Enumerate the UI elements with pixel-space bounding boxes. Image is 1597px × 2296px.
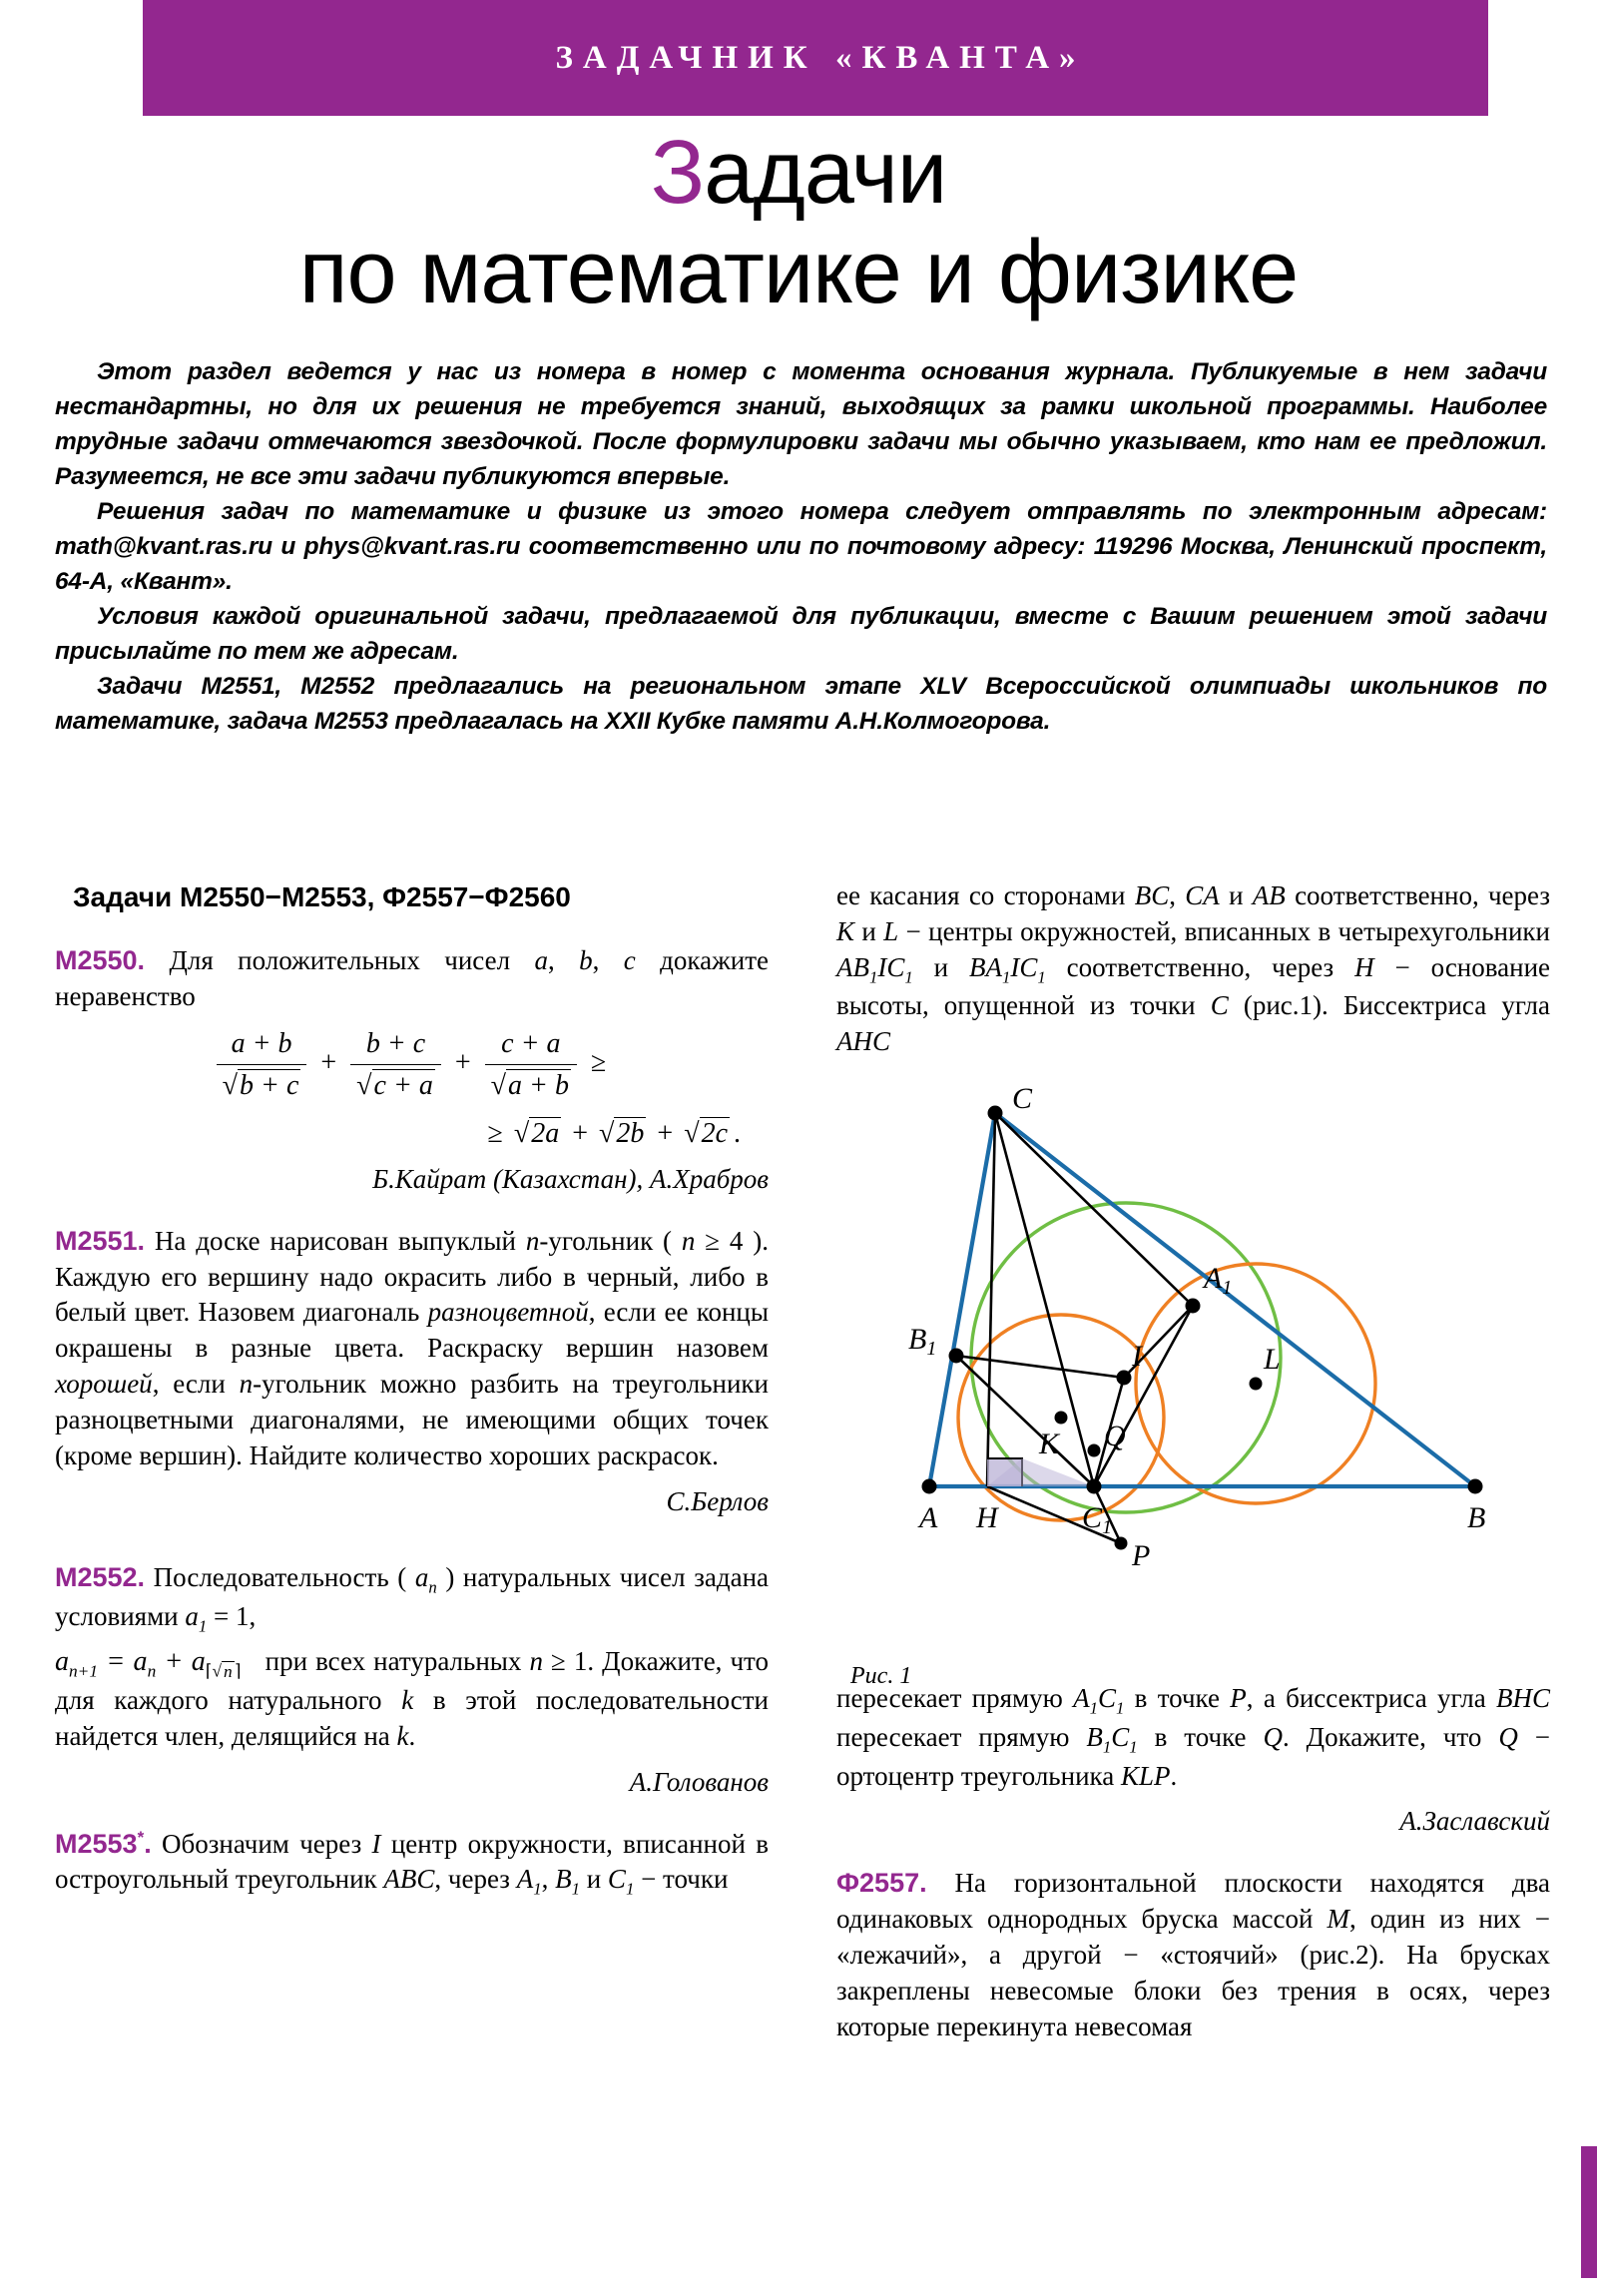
point-P xyxy=(1115,1537,1128,1550)
label-B1: $B_1$ xyxy=(908,1323,937,1361)
section-heading: Задачи М2550−М2553, Ф2557−Ф2560 xyxy=(73,881,571,912)
fraction-ab-over-sqrt-bc: $\frac{a + b}{√b + c}$ xyxy=(217,1025,307,1104)
problem-m2552-attribution: А.Голованов xyxy=(629,1766,769,1797)
spacer xyxy=(55,1520,769,1560)
label-K: K xyxy=(1039,1428,1060,1461)
page-edge-tab xyxy=(1581,2146,1597,2278)
problem-m2553-attribution: А.Заславский xyxy=(1399,1806,1550,1837)
problem-m2553 xyxy=(55,1827,769,1902)
problem-m2550-formula-line-1: $\frac{a + b}{√b + c}$ + $\frac{b + c}{√c + a}$ + $\frac{c + a}{√a + b}$ ≥ xyxy=(55,1025,769,1104)
problem-m2553-text-part-1: Обозначим через I центр окружности, вписанной в остроугольный треугольник ABC, через $A_1$, $B_1$ и $C_1$ − точки xyxy=(55,1828,769,1899)
intro-paragraph-2: Решения задач по математике и физике из этого номера следует отправлять по электронным адресам: math@kvant.ras.ru и phys@kvant.ras.ru соответственно или по почтовому адресу: 119296 Москва, Ленинский проспект, 64-А, «Квант». xyxy=(55,498,1547,596)
problem-f2557-label: Ф2557. xyxy=(836,1868,927,1899)
problem-m2550-label: М2550. xyxy=(55,945,146,976)
label-A: A xyxy=(919,1501,938,1535)
point-Q xyxy=(1088,1444,1101,1457)
title-accent-letter: З xyxy=(650,123,705,223)
column-right xyxy=(836,878,1550,2045)
problem-m2553-label: М2553*. xyxy=(55,1827,152,1859)
label-A1: $A_1$ xyxy=(1204,1262,1233,1300)
page-title xyxy=(0,123,1597,322)
label-Q: Q xyxy=(1104,1420,1126,1453)
problem-m2552-text-rest: при всех натуральных n ≥ 1. Докажите, что для каждого натурального k в этой последовательности найдется член, делящийся на k. xyxy=(55,1646,770,1751)
banner-title: ЗАДАЧНИК «КВАНТА» xyxy=(555,39,1086,76)
label-I: I xyxy=(1132,1340,1142,1374)
point-I xyxy=(1117,1371,1132,1386)
problem-m2550 xyxy=(55,943,769,1015)
point-L xyxy=(1250,1378,1263,1391)
figure-1 xyxy=(836,1066,1550,1690)
label-H: H xyxy=(976,1501,998,1535)
point-B1 xyxy=(949,1349,964,1364)
fraction-bc-over-sqrt-ca: $\frac{b + c}{√c + a}$ xyxy=(350,1025,441,1104)
label-P: P xyxy=(1132,1539,1151,1573)
fraction-ca-over-sqrt-ab: $\frac{c + a}{√a + b}$ xyxy=(485,1025,577,1104)
figure-1-caption: Рис. 1 xyxy=(850,1663,912,1690)
intro-paragraph-4: Задачи М2551, М2552 предлагались на региональном этапе XLV Всероссийской олимпиады школьников по математике, задача М2553 предлагалась на XXII Кубке памяти А.Н.Колмогорова. xyxy=(55,673,1547,736)
problem-m2551 xyxy=(55,1224,769,1474)
intro-paragraph-1: Этот раздел ведется у нас из номера в номер с момента основания журнала. Публикуемые в нем задачи нестандартны, но для их решения не требуется знаний, выходящих за рамки школьной программы. Наиболее трудные задачи отмечаются звездочкой. После формулировки задачи мы обычно указываем, кто нам ее предложил. Разумеется, не все эти задачи публикуются впервые. xyxy=(55,358,1547,491)
recurrence-formula: $a_{n+1} = a_n + a_{⌈√ n ⌉}$ xyxy=(55,1646,242,1681)
problem-m2552-recurrence xyxy=(55,1643,769,1754)
label-L: L xyxy=(1264,1343,1281,1377)
page-title-line-2: по математике и физике xyxy=(298,222,1299,322)
intro-block xyxy=(55,354,1547,739)
title-line-1-rest: адачи xyxy=(704,123,947,223)
point-C xyxy=(988,1106,1003,1121)
problem-m2551-label: М2551. xyxy=(55,1225,146,1256)
problem-m2551-text: На доске нарисован выпуклый n-угольник ( n ≥ 4 ). Каждую его вершину надо окрасить либо в черный, либо в белый цвет. Назовем диагональ разноцветной, если ее концы окрашены в разные цвета. Раскраску вершин назовем хорошей, если n-угольник можно разбить на треугольники разноцветными диагоналями, не имеющими общих точек (кроме вершин). Найдите количество хороших раскрасок. xyxy=(55,1225,770,1471)
spacer xyxy=(836,1840,1550,1866)
problem-f2557-text: На горизонтальной плоскости находятся два одинаковых однородных бруска массой M, один из них − «лежачий», а другой − «стоячий» (рис.2). На брусках закреплены невесомые блоки без трения в осях, через которые перекинута невесомая xyxy=(836,1868,1550,2041)
segment-c-a1 xyxy=(995,1113,1193,1306)
label-C: C xyxy=(1012,1082,1033,1116)
column-left xyxy=(55,878,769,1901)
section-banner xyxy=(143,0,1488,116)
spacer xyxy=(55,1198,769,1224)
problem-m2553-continued: ее касания со сторонами BC, CA и AB соответственно, через K и L − центры окружностей, вписанных в четырехугольники $AB_1IC_1$ и $BA_1IC_1$ соответственно, через H − основание высоты, опущенной из точки C (рис.1). Биссектриса угла AHC xyxy=(836,880,1551,1057)
problem-m2552-text-intro: Последовательность ( $a_n$ ) натуральных чисел задана условиями $a_1 = 1$, xyxy=(55,1561,770,1635)
problem-m2550-attribution: Б.Кайрат (Казахстан), А.Храбров xyxy=(372,1163,769,1194)
label-B: B xyxy=(1467,1501,1486,1535)
problem-m2552-label: М2552. xyxy=(55,1561,146,1592)
spacer xyxy=(55,1801,769,1827)
point-C1 xyxy=(1087,1479,1102,1494)
page-title-line-1 xyxy=(0,123,1597,223)
point-A xyxy=(922,1479,937,1494)
label-C1: $C_1$ xyxy=(1082,1501,1113,1539)
segment-a1-c1 xyxy=(1094,1306,1193,1486)
point-A1 xyxy=(1186,1299,1201,1314)
problem-m2550-text: Для положительных чисел a, b, c докажите неравенство xyxy=(55,945,769,1012)
point-B xyxy=(1468,1479,1483,1494)
intro-paragraph-3: Условия каждой оригинальной задачи, предлагаемой для публикации, вместе с Вашим решением этой задачи присылайте по тем же адресам. xyxy=(55,603,1547,666)
problem-m2553-star: * xyxy=(137,1827,145,1847)
point-K xyxy=(1055,1412,1068,1425)
problem-m2552 xyxy=(55,1560,769,1637)
figure-1-svg xyxy=(836,1066,1550,1645)
segment-b1-i xyxy=(956,1356,1124,1378)
problem-f2557 xyxy=(836,1866,1550,2045)
problem-m2550-formula-line-2: ≥ √2a + √2b + √2c . xyxy=(487,1117,741,1149)
problem-m2553-text-part-2: пересекает прямую $A_1C_1$ в точке P, а биссектриса угла BHC пересекает прямую $B_1C_1$ в точке Q. Докажите, что Q − ортоцентр треугольника KLP. xyxy=(836,1683,1550,1791)
problem-m2551-attribution: С.Берлов xyxy=(666,1486,769,1516)
